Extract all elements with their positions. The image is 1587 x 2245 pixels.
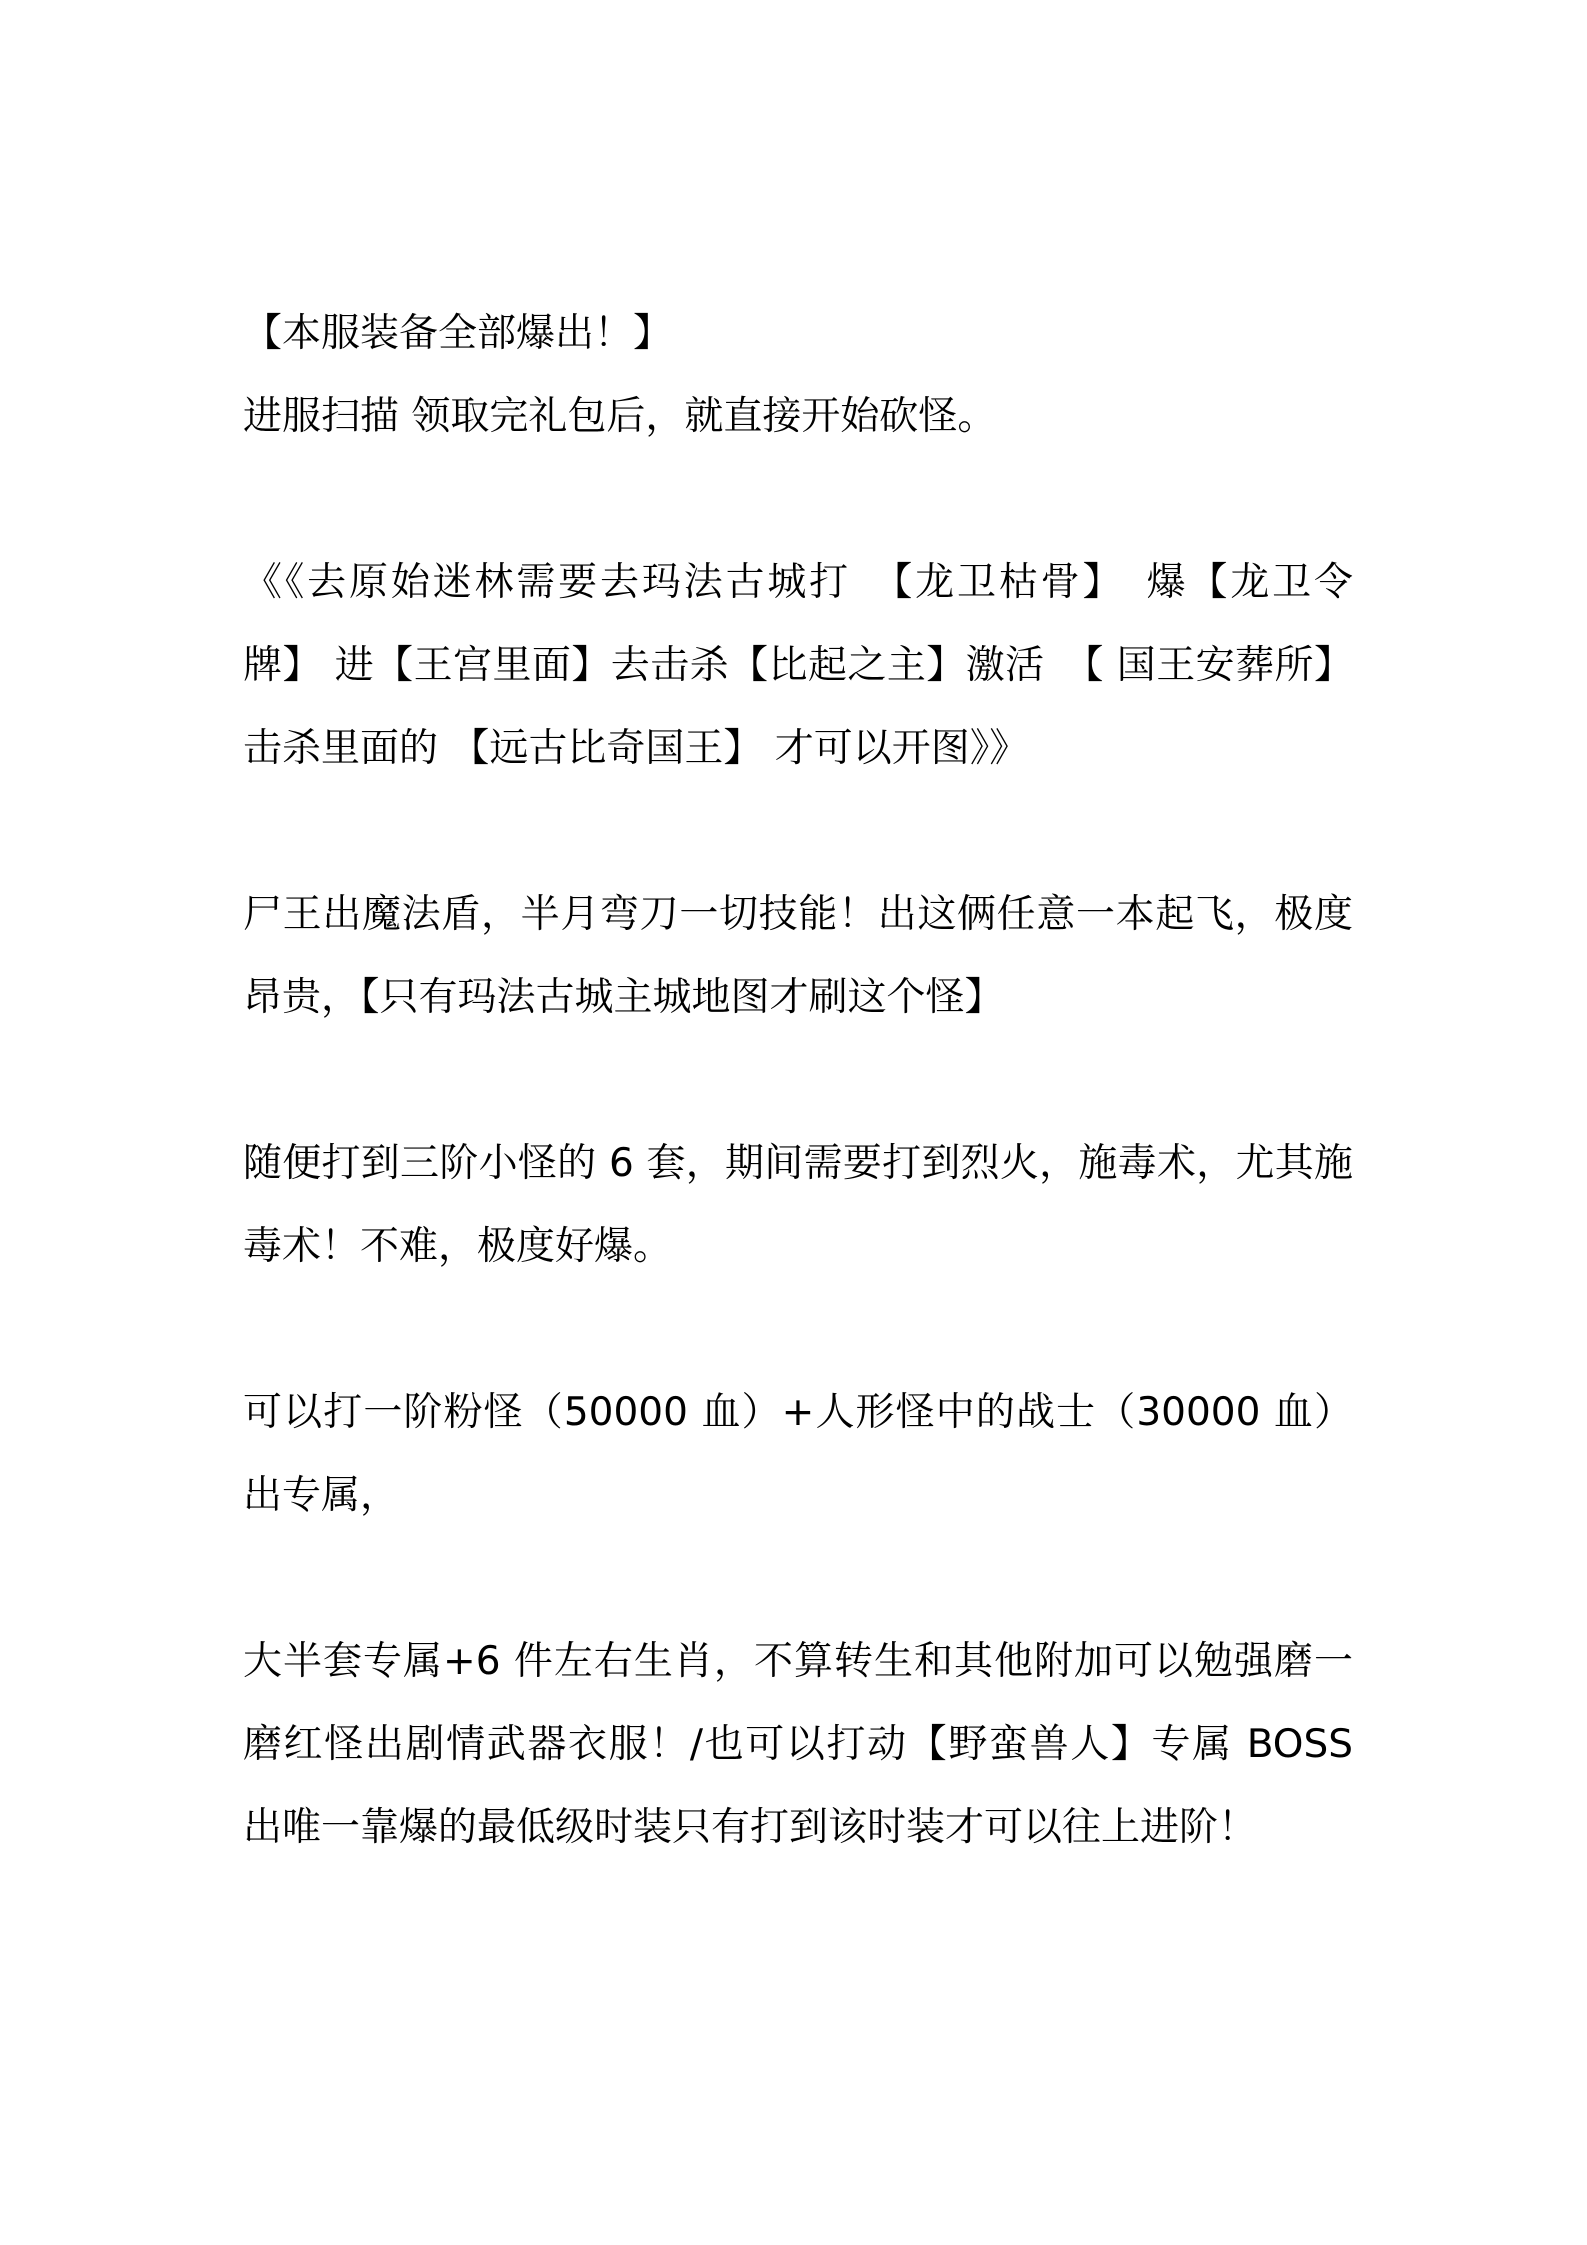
paragraph-map-unlock: 《《去原始迷林需要去玛法古城打 【龙卫枯骨】 爆【龙卫令牌】 进【王宫里面】去击杀【比起之主】激活 【 国王安葬所】 击杀里面的 【远古比奇国王】 才可以开图》》	[243, 560, 1353, 771]
paragraph-gap	[243, 458, 1353, 541]
paragraph-exclusive-set: 大半套专属+6 件左右生肖，不算转生和其他附加可以勉强磨一磨红怪出剧情武器衣服！/也可以打动【野蛮兽人】专属 BOSS 出唯一靠爆的最低级时装只有打到该时装才可以往上进阶！	[243, 1639, 1353, 1850]
intro-line: 进服扫描 领取完礼包后，就直接开始砍怪。	[243, 394, 997, 439]
document-body	[243, 292, 1353, 1869]
paragraph-pink-monster: 可以打一阶粉怪（50000 血）+人形怪中的战士（30000 血）出专属，	[243, 1390, 1353, 1518]
paragraph-corpse-king: 尸王出魔法盾，半月弯刀一切技能！出这俩任意一本起飞，极度昂贵，【只有玛法古城主城地图才刷这个怪】	[243, 892, 1353, 1020]
paragraph-gap	[243, 1039, 1353, 1122]
heading-line: 【本服装备全部爆出！】	[243, 311, 673, 356]
paragraph-gap	[243, 1288, 1353, 1371]
paragraph-gap	[243, 790, 1353, 873]
paragraph-gap	[243, 1537, 1353, 1620]
paragraph-tier-three: 随便打到三阶小怪的 6 套，期间需要打到烈火，施毒术，尤其施毒术！不难，极度好爆。	[243, 1141, 1353, 1269]
